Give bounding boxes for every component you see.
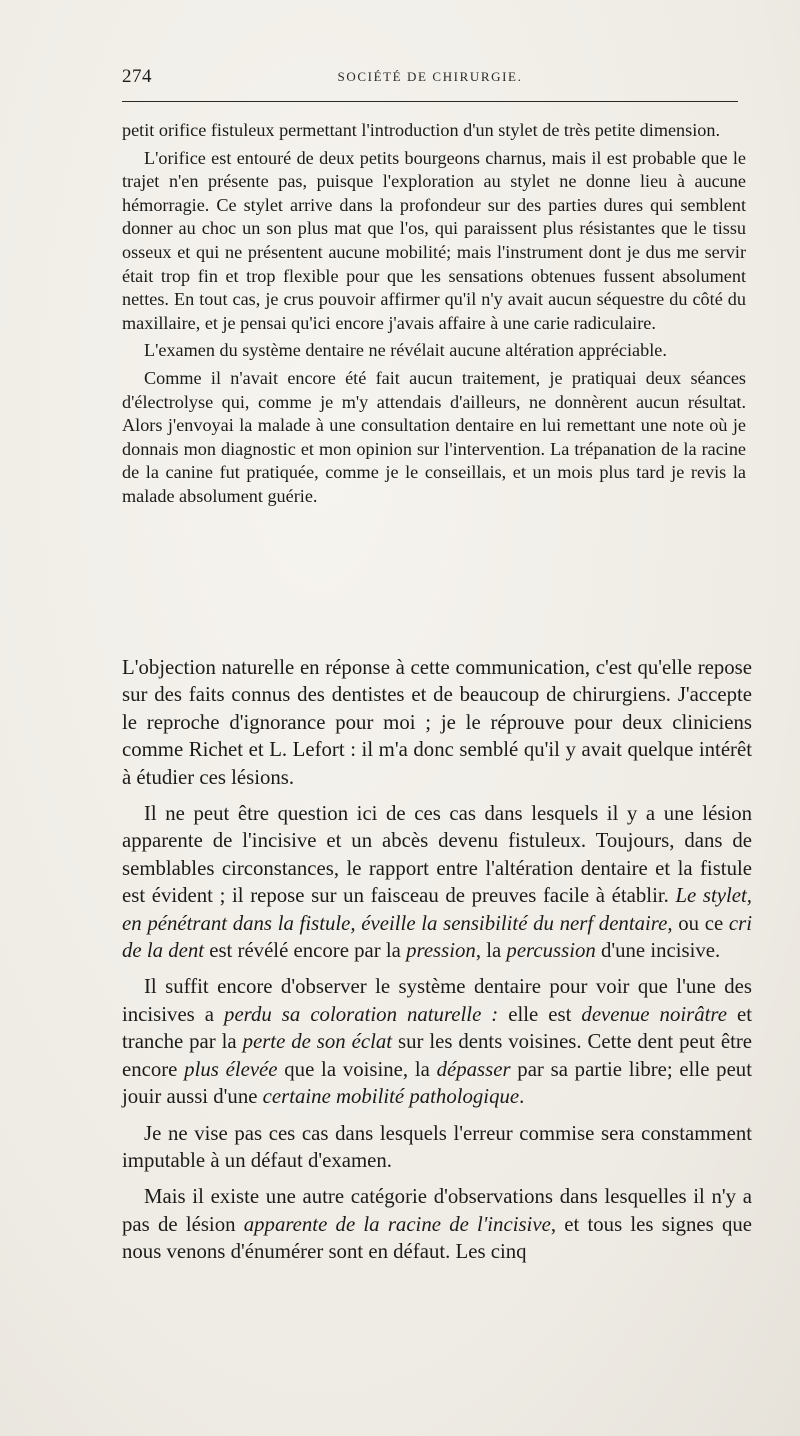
italic-run: cri de la dent [122, 911, 752, 963]
paragraph: Je ne vise pas ces cas dans lesquels l'erreur commise sera constamment imputable à un défaut d'examen. [122, 1121, 752, 1172]
paragraph: L'orifice est entouré de deux petits bourgeons charnus, mais il est probable que le trajet n'en présente pas, puisque l'exploration au stylet ne donne lieu à aucune hémorragie. Ce stylet arrive dans la profondeur sur des parties dures qui semblent donner au choc un son plus mat que l'os, qui paraissent plus résistantes que le tissu osseux et qui ne présentent aucune mobilité; mais l'instrument dont je dus me servir était trop fin et trop flexible pour que les sensations obtenues fussent absolument nettes. En tout cas, je crus pouvoir affirmer qu'il n'y avait aucun séquestre du côté du maxillaire, et je pensai qu'ici encore j'avais affaire à une carie radiculaire. [122, 147, 746, 333]
italic-run: plus élevée [184, 1057, 278, 1081]
text-run: sur les dents voisines. Cette dent peut être encore [122, 1030, 753, 1081]
text-run: Il ne peut être question ici de ces cas dans lesquels il y a une lésion apparente de l'incisive et un abcès devenu fistuleux. Toujours, dans de semblables circonstances, le rapport entre l'altération dentaire et la fistule est évident ; il repose sur un faisceau de preuves facile à établir. [122, 802, 752, 908]
text-run: elle est [498, 1002, 582, 1026]
header-rule [122, 101, 738, 102]
text-run: d'une incisive. [595, 939, 721, 963]
italic-run: dépasser [436, 1057, 511, 1081]
running-title: SOCIÉTÉ DE CHIRURGIE. [337, 69, 523, 84]
paragraph [122, 973, 752, 1110]
paragraph: petit orifice fistuleux permettant l'introduction d'un stylet de très petite dimension. [122, 120, 721, 140]
page-number: 274 [122, 66, 152, 87]
text-run: , et tous les signes que nous venons d'énumérer sont en défaut. Les cinq [122, 1212, 752, 1264]
text-run: par sa partie libre; elle peut jouir aussi d'une [122, 1057, 752, 1109]
italic-run: certaine mobilité pathologique [262, 1085, 520, 1109]
text-run: . [519, 1085, 525, 1109]
italic-run: perte de son éclat [242, 1030, 393, 1054]
text-run: que la voisine, la [277, 1057, 437, 1081]
page-header [122, 66, 738, 90]
paragraph [122, 800, 752, 964]
text-run: est révélé encore par la [204, 939, 407, 963]
text-run: Mais il existe une autre catégorie d'observations dans lesquelles il n'y a pas de lésion [122, 1185, 752, 1236]
italic-run: pression [406, 939, 476, 963]
text-run: Il suffit encore d'observer le système dentaire pour voir que l'une des incisives a [122, 975, 752, 1026]
italic-run: devenue noirâtre [581, 1002, 727, 1026]
italic-run: Le stylet, en pénétrant dans la fistule, éveille la sensibilité du nerf dentaire [122, 884, 752, 935]
text-run: , ou ce [667, 911, 729, 935]
text-run: et tranche par la [122, 1002, 752, 1054]
italic-run: percussion [506, 939, 596, 963]
paragraph: L'objection naturelle en réponse à cette communication, c'est qu'elle repose sur des faits connus des dentistes et de beaucoup de chirurgiens. J'accepte le reproche d'ignorance pour moi ; je le réprouve pour deux cliniciens comme Richet et L. Lefort : il m'a donc semblé qu'il y avait quelque intérêt à étudier ces lésions. [122, 656, 752, 789]
paragraph [122, 1183, 752, 1265]
paragraph: Comme il n'avait encore été fait aucun traitement, je pratiquai deux séances d'électrolyse qui, comme je m'y attendais d'ailleurs, ne donnèrent aucun résultat. Alors j'envoyai la malade à une consultation dentaire en lui remettant une note où je donnais mon diagnostic et mon opinion sur l'intervention. La trépanation de la racine de la canine fut pratiquée, comme je le conseillais, et un mois plus tard je revis la malade absolument guérie. [122, 367, 746, 506]
text-run: , la [475, 939, 507, 963]
case-report-text [122, 119, 746, 513]
italic-run: apparente de la racine de l'incisive [243, 1212, 551, 1236]
paragraph: L'examen du système dentaire ne révélait aucune altération appréciable. [144, 340, 667, 361]
discussion-text [122, 654, 752, 1275]
italic-run: perdu sa coloration naturelle : [224, 1002, 499, 1026]
